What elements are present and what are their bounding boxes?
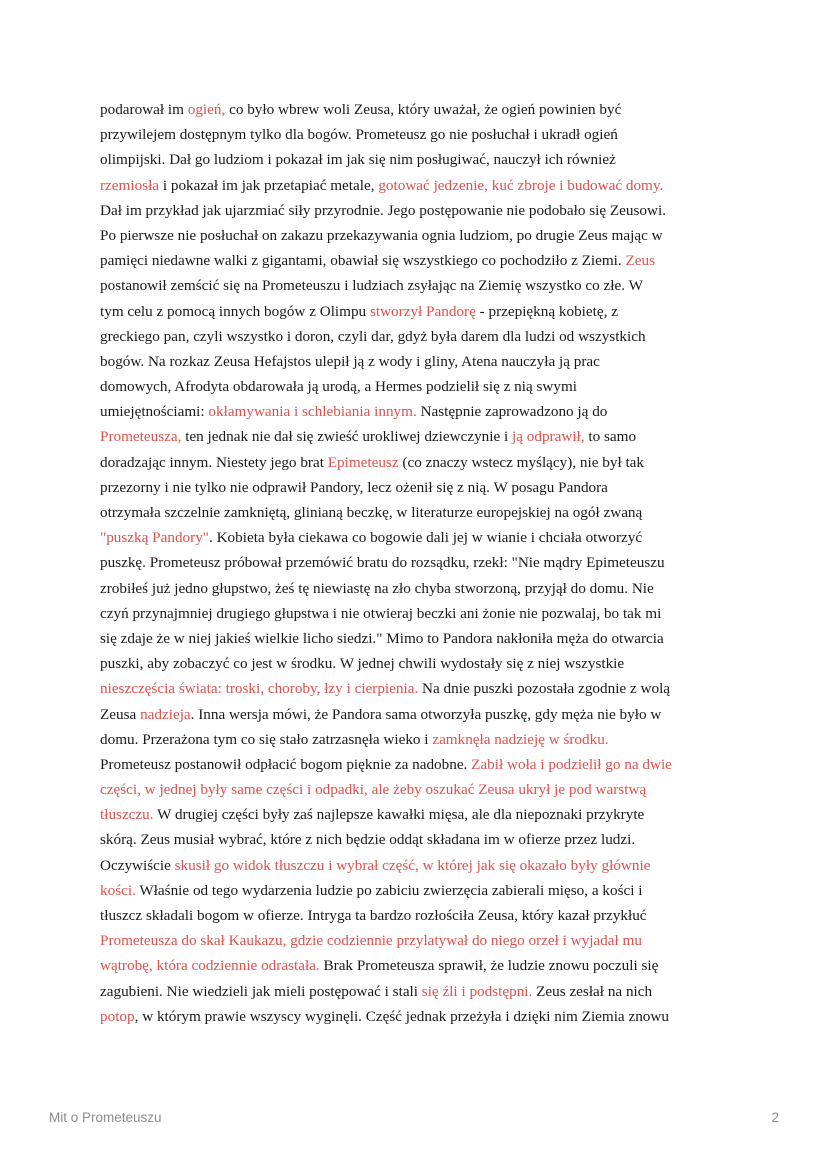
text-segment: doradzając innym. Niestety jego brat — [100, 453, 328, 471]
highlighted-text: kości. — [100, 881, 136, 899]
highlighted-text: ją odprawił, — [512, 428, 585, 446]
highlighted-text: stworzył Pandorę — [369, 302, 476, 320]
text-line — [100, 500, 730, 525]
text-line — [100, 475, 730, 500]
text-segment: Oczywiście — [100, 856, 175, 874]
text-line — [100, 324, 730, 349]
highlighted-text: Zabił woła i podzielił go na dwie — [471, 755, 672, 773]
text-segment: Dał im przykład jak ujarzmiać siły przyrodnie. Jego postępowanie nie podobało się Zeusowi. — [100, 201, 667, 219]
text-segment: Na dnie puszki pozostała zgodnie z wolą — [418, 680, 671, 698]
page-number: 2 — [771, 1110, 779, 1125]
text-segment: greckiego pan, czyli wszystko i doron, czyli dar, gdyż była darem dla ludzi od wszystkich — [100, 327, 646, 345]
text-line — [100, 424, 730, 449]
text-segment: Następnie zaprowadzono ją do — [416, 403, 608, 421]
text-segment: . Inna wersja mówi, że Pandora sama otworzyła puszkę, gdy męża nie było w — [190, 705, 662, 723]
text-line — [100, 198, 730, 223]
text-line — [100, 953, 730, 978]
text-segment: skórą. Zeus musiał wybrać, które z nich będzie oddąt składana im w ofierze przez ludzi. — [100, 831, 636, 849]
text-segment: się zdaje że w niej jakieś wielkie licho siedzi." Mimo to Pandora nakłoniła męża do otwarcia — [100, 629, 664, 647]
text-line — [100, 903, 730, 928]
text-segment: Po pierwsze nie posłuchał on zakazu przekazywania ognia ludziom, po drugie Zeus mając w — [100, 226, 663, 244]
highlighted-text: zamknęła nadzieję w środku. — [432, 730, 609, 748]
highlighted-text: się źli i podstępni. — [421, 982, 533, 1000]
highlighted-text: Epimeteusz — [327, 453, 399, 471]
text-segment: Właśnie od tego wydarzenia ludzie po zabiciu zwierzęcia zabierali mięso, a kości i — [135, 881, 643, 899]
text-segment: domowych, Afrodyta obdarowała ją urodą, a Hermes podzielił się z nią swymi — [100, 378, 578, 396]
highlighted-text: potop — [100, 1007, 135, 1025]
text-line — [100, 676, 730, 701]
text-segment: Brak Prometeusza sprawił, że ludzie znowu poczuli się — [319, 957, 659, 975]
text-segment: domu. Przerażona tym co się stało zatrzasnęła wieko i — [100, 730, 433, 748]
text-segment: przezorny i nie tylko nie odprawił Pandory, lecz ożenił się z nią. W posagu Pandora — [100, 478, 608, 496]
text-segment: zrobiłeś już jedno głupstwo, żeś tę niewiastę na zło chyba stworzoną, przyjął do domu. Nie — [100, 579, 654, 597]
text-line — [100, 223, 730, 248]
text-segment: bogów. Na rozkaz Zeusa Hefajstos ulepił ją z wody i gliny, Atena nauczyła ją prac — [100, 352, 600, 370]
text-line — [100, 802, 730, 827]
text-line — [100, 702, 730, 727]
text-line — [100, 601, 730, 626]
text-line — [100, 853, 730, 878]
text-line — [100, 576, 730, 601]
text-segment: ten jednak nie dał się zwieść urokliwej dziewczynie i — [181, 428, 513, 446]
text-segment: postanowił zemścić się na Prometeuszu i ludziach zsyłając na Ziemię wszystko co złe. W — [100, 277, 643, 295]
body-text — [100, 97, 730, 1029]
highlighted-text: "puszką Pandory" — [100, 529, 209, 547]
text-segment: olimpijski. Dał go ludziom i pokazał im jak się nim posługiwać, nauczył ich również — [100, 151, 616, 169]
text-segment: czyń przynajmniej drugiego głupstwa i nie otwieraj beczki ani żonie nie pozwalaj, bo tak mi — [100, 604, 662, 622]
text-line — [100, 374, 730, 399]
footer-title: Mit o Prometeuszu — [49, 1110, 162, 1125]
text-line — [100, 827, 730, 852]
text-line — [100, 450, 730, 475]
text-segment: tym celu z pomocą innych bogów z Olimpu — [100, 302, 370, 320]
text-segment: co było wbrew woli Zeusa, który uważał, że ogień powinien być — [225, 101, 622, 118]
text-segment: - przepiękną kobietę, z — [475, 302, 618, 320]
text-line — [100, 626, 730, 651]
text-line — [100, 928, 730, 953]
text-segment: tłuszcz składali bogom w ofierze. Intryga ta bardzo rozłościła Zeusa, który kazał przykłuć — [100, 907, 647, 924]
text-segment: otrzymała szczelnie zamkniętą, glinianą beczkę, w literaturze europejskiej na ogół zwaną — [100, 504, 643, 521]
highlighted-text: okłamywania i schlebiania innym. — [208, 403, 417, 421]
highlighted-text: rzemiosła — [100, 176, 160, 194]
text-line — [100, 752, 730, 777]
text-segment: puszki, aby zobaczyć co jest w środku. W jednej chwili wydostały się z niej wszystkie — [100, 655, 625, 673]
highlighted-text: Prometeusza do skał Kaukazu, gdzie codziennie przylatywał do niego orzeł i wyjadał mu — [100, 932, 642, 950]
text-segment: Zeusa — [100, 705, 141, 723]
highlighted-text: nadzieja — [140, 705, 191, 723]
text-segment: Prometeusz postanowił odpłacić bogom pięknie za nadobne. — [100, 755, 472, 773]
text-line — [100, 173, 730, 198]
text-line — [100, 1004, 730, 1029]
highlighted-text: części, w jednej były same części i odpadki, ale żeby oszukać Zeusa ukrył je pod warstwą — [100, 781, 647, 799]
text-line — [100, 299, 730, 324]
text-line — [100, 727, 730, 752]
text-line — [100, 273, 730, 298]
text-line — [100, 525, 730, 550]
text-line — [100, 651, 730, 676]
text-line — [100, 349, 730, 374]
text-segment: puszkę. Prometeusz próbował przemówić bratu do rozsądku, rzekł: "Nie mądry Epimeteuszu — [100, 554, 665, 572]
text-line — [100, 399, 730, 424]
highlighted-text: nieszczęścia świata: troski, choroby, łzy i cierpienia. — [100, 680, 419, 698]
text-segment: i pokazał im jak przetapiać metale, — [159, 176, 379, 194]
text-segment: pamięci niedawne walki z gigantami, obawiał się wszystkiego co pochodziło z Ziemi. — [100, 252, 626, 270]
highlighted-text: Prometeusza, — [100, 428, 182, 446]
text-segment: to samo — [584, 428, 637, 446]
highlighted-text: ogień, — [187, 101, 226, 118]
text-line — [100, 122, 730, 147]
highlighted-text: skusił go widok tłuszczu i wybrał część, w której jak się okazało były głównie — [174, 856, 651, 874]
text-segment: umiejętnościami: — [100, 403, 209, 421]
text-line — [100, 777, 730, 802]
highlighted-text: wątrobę, która codziennie odrastała. — [100, 957, 320, 975]
text-line — [100, 147, 730, 172]
text-segment: (co znaczy wstecz myślący), nie był tak — [398, 453, 645, 471]
highlighted-text: tłuszczu. — [100, 806, 154, 824]
text-segment: Zeus zesłał na nich — [532, 982, 653, 1000]
text-segment: podarował im — [100, 101, 188, 118]
text-line — [100, 979, 730, 1004]
text-line — [100, 248, 730, 273]
text-segment: przywilejem dostępnym tylko dla bogów. Prometeusz go nie posłuchał i ukradł ogień — [100, 126, 618, 144]
text-line — [100, 878, 730, 903]
text-segment: , w którym prawie wszyscy wyginęli. Część jednak przeżyła i dzięki nim Ziemia znowu — [134, 1007, 669, 1025]
text-segment: . Kobieta była ciekawa co bogowie dali jej w wianie i chciała otworzyć — [209, 529, 643, 547]
text-line — [100, 550, 730, 575]
text-segment: zagubieni. Nie wiedzieli jak mieli postępować i stali — [100, 982, 422, 1000]
highlighted-text: Zeus — [625, 252, 656, 270]
highlighted-text: gotować jedzenie, kuć zbroje i budować domy. — [378, 176, 664, 194]
text-segment: W drugiej części były zaś najlepsze kawałki mięsa, ale dla niepoznaki przykryte — [153, 806, 645, 824]
text-line — [100, 97, 730, 122]
